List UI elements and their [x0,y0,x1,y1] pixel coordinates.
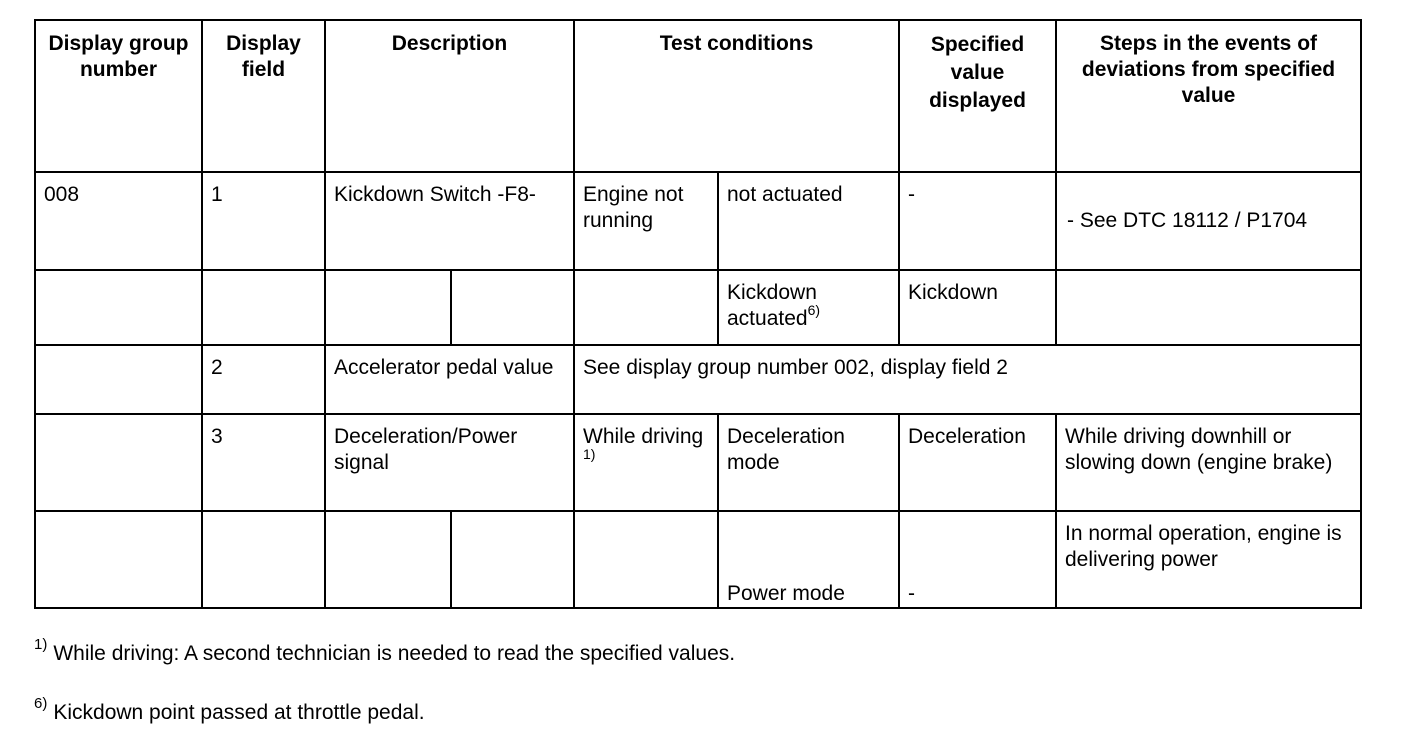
footnote-text: While driving: A second technician is needed to read the specified values. [53,642,736,665]
row-field: 2 [211,356,223,379]
row-state: Kickdown actuated$^{6)}$ [727,281,821,330]
row-field: 3 [211,425,223,448]
footnote-1 [34,636,736,667]
row-value: Deceleration [908,425,1026,448]
row-state: Power mode [727,582,845,605]
header-specified-line-2: value [950,61,1005,84]
footnote-text: Kickdown point passed at throttle pedal. [53,701,425,724]
row-steps: In normal operation, engine is delivering power [1065,522,1342,571]
table-row [35,270,1361,345]
row-field: 1 [211,183,223,206]
header-row [35,20,1361,172]
row-condition: Engine not running [583,183,684,232]
row-value: - [908,582,915,605]
header-group-number: Display group number [35,20,202,172]
header-test-conditions: Test conditions [574,20,899,172]
row-description: Accelerator pedal value [334,356,554,379]
header-specified-line-3: displayed [929,89,1026,112]
footnote-ref: 6) [807,302,821,318]
header-specified-line-1: Specified [930,33,1025,56]
header-field: Display field [202,20,325,172]
table-row [35,414,1361,511]
footnote-mark: 6) [34,695,48,712]
row-description: Kickdown Switch -F8- [334,183,536,206]
row-value: Kickdown [908,281,998,304]
header-steps: Steps in the events of deviations from specified value [1056,20,1361,172]
header-specified-value [899,20,1056,172]
row-description: Deceleration/Power signal [334,425,518,474]
row-state: not actuated [727,183,843,206]
row-span-text: See display group number 002, display field 2 [583,356,1008,379]
row-group-number: 008 [44,183,80,206]
row-steps: - See DTC 18112 / P1704 [1067,209,1308,232]
header-description: Description [325,20,574,172]
row-value: - [908,183,915,206]
row-state: Deceleration mode [727,425,845,474]
row-condition: While driving $^{1)}$ [583,425,704,462]
footnote-mark: 1) [34,636,48,653]
table-row [35,345,1361,414]
footnote-ref: 1) [583,446,596,462]
display-group-table [34,19,1362,609]
table-row [35,511,1361,608]
table-row [35,172,1361,270]
row-steps: While driving downhill or slowing down (engine brake) [1065,425,1333,474]
footnote-6 [34,695,425,726]
